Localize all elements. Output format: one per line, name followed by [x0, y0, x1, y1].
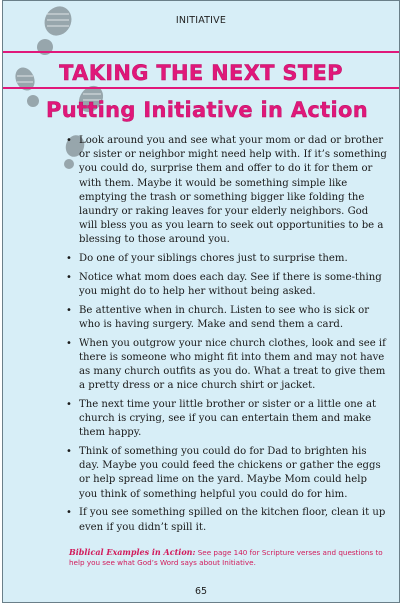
section-title: TAKING THE NEXT STEP	[59, 61, 343, 85]
section-subtitle: Putting Initiative in Action	[46, 98, 368, 122]
list-item: • Do one of your siblings chores just to surprise them.	[63, 252, 387, 266]
list-item: • Think of something you could do for Dad to brighten his day. Maybe you could feed the chickens or gather the eggs or help spread lime on the yard. Maybe Mom could help you think of something helpful you could do for him.	[63, 445, 387, 502]
middle-rule	[3, 87, 399, 89]
list-item: • The next time your little brother or sister or a little one at church is crying, see if you can entertain them and make them happy.	[63, 398, 387, 441]
book-page	[2, 0, 400, 603]
list-item: • If you see something spilled on the kitchen floor, clean it up even if you didn’t spill it.	[63, 506, 387, 534]
list-item: • Look around you and see what your mom or dad or brother or sister or neighbor might need help with. If it’s something you could do, surprise them and offer to do it for them or with them. Maybe it would be something simple like emptying the trash or something bigger like folding the laundry or raking leaves for your elderly neighbors. God will bless you as you learn to seek out opportunities to be a blessing to those around you.	[63, 134, 387, 248]
top-rule	[3, 51, 399, 53]
list-item: • Be attentive when in church. Listen to see who is sick or who is having surgery. Make and send them a card.	[63, 304, 387, 332]
running-head: INITIATIVE	[175, 15, 227, 26]
biblical-examples-note	[69, 547, 389, 568]
list-item: • When you outgrow your nice church clothes, look and see if there is someone who might fit into them and may not have as many church outfits as you do. What a treat to give them a pretty dress or a nice church shirt or jacket.	[63, 337, 387, 394]
list-item: • Notice what mom does each day. See if there is some-thing you might do to help her without being asked.	[63, 271, 387, 299]
bullet-list	[63, 134, 387, 539]
biblical-examples-lead: Biblical Examples in Action:	[69, 547, 196, 557]
biblical-examples-text: See page 140 for Scripture verses and questions to help you see what God’s Word says about Initiative.	[69, 548, 383, 567]
page-number: 65	[194, 586, 208, 597]
